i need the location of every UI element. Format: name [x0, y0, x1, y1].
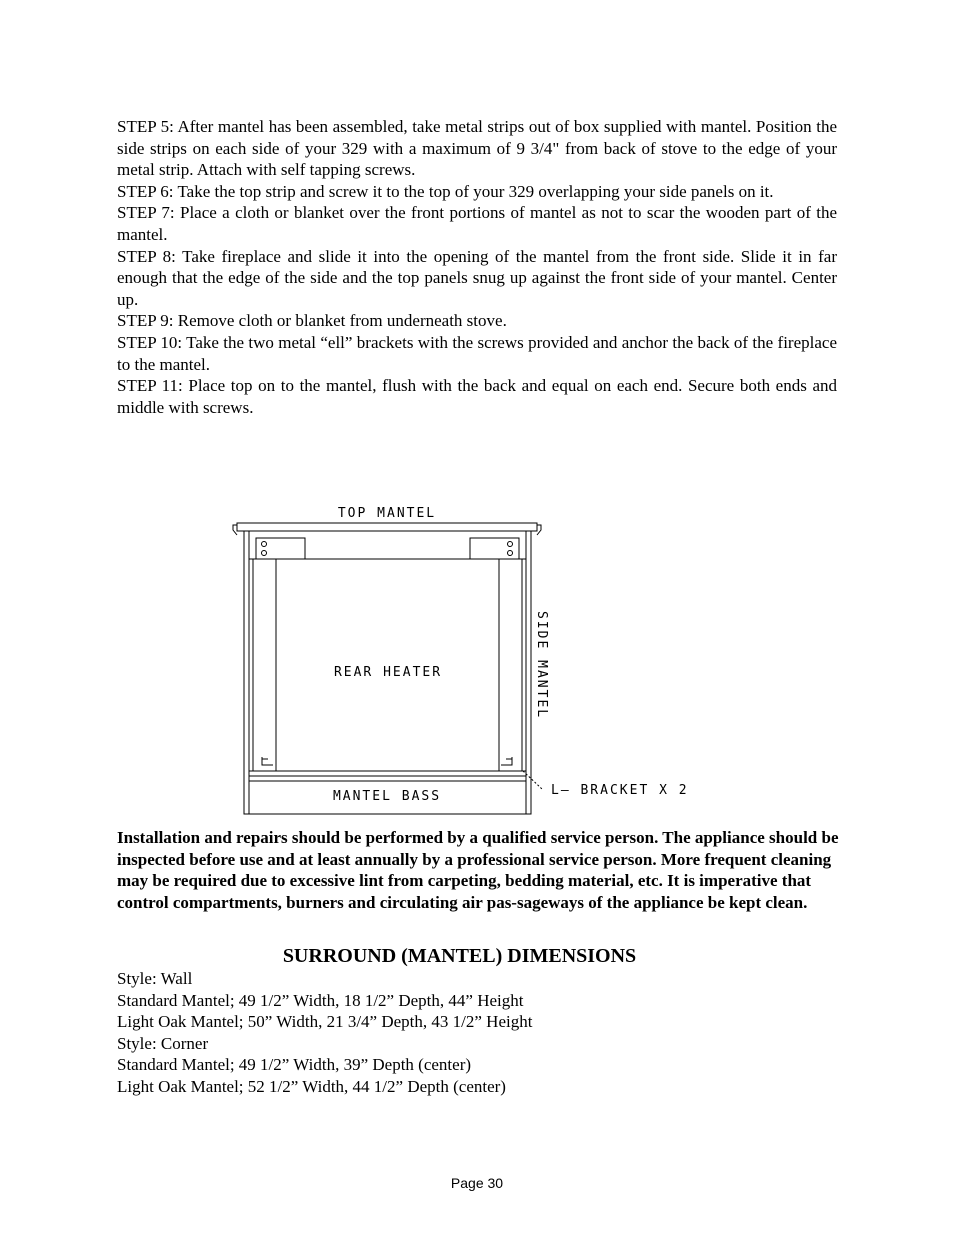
screw-hole [262, 551, 267, 556]
mantel-rear-diagram [225, 495, 725, 820]
right-corner-block [470, 538, 519, 559]
side-mantel-label: SIDE MANTEL [534, 611, 549, 720]
rear-heater-label: REAR HEATER [333, 665, 443, 680]
top-mantel-board [237, 523, 537, 531]
left-side-mantel [253, 559, 276, 771]
page-number: Page 30 [450, 1175, 504, 1191]
right-side-mantel [499, 559, 522, 771]
safety-warning: Installation and repairs should be performed by a qualified service person. The appliance should be inspected before use and at least annually by a professional service person. More frequent cleaning may be required due to excessive lint from carpeting, bedding material, etc. It is imperative that control compartments, burners and circulating air pas-sageways of the appliance be kept clean. [117, 828, 839, 912]
step-6: STEP 6: Take the top strip and screw it to the top of your 329 overlapping your side panels on it. [117, 181, 774, 201]
mantel-bass-label: MANTEL BASS [332, 789, 442, 804]
step-9: STEP 9: Remove cloth or blanket from underneath stove. [117, 311, 507, 331]
dimension-line: Style: Wall [117, 969, 193, 988]
top-mantel-left-edge [233, 525, 237, 535]
l-bracket-right [501, 757, 512, 765]
step-11: STEP 11: Place top on to the mantel, flush with the back and equal on each end. Secure both ends and middle with screws. [117, 376, 837, 417]
dimension-line: Style: Corner [117, 1033, 209, 1053]
dimensions-heading: SURROUND (MANTEL) DIMENSIONS [282, 945, 637, 967]
dimension-line: Standard Mantel; 49 1/2” Width, 39” Depth (center) [117, 1055, 472, 1075]
dimension-line: Light Oak Mantel; 52 1/2” Width, 44 1/2” Depth (center) [117, 1076, 506, 1096]
dimension-line: Standard Mantel; 49 1/2” Width, 18 1/2” Depth, 44” Height [117, 990, 524, 1010]
top-mantel-label: TOP MANTEL [337, 506, 437, 521]
step-5: STEP 5: After mantel has been assembled, take metal strips out of box supplied with mantel. Position the side strips on each side of your 329 with a maximum of 9 3/4" from back of stove to the edge of your metal strip. Attach with self tapping screws. [117, 117, 837, 180]
dimensions-list [117, 968, 837, 1098]
screw-hole [262, 542, 267, 547]
screw-hole [508, 551, 513, 556]
screw-hole [508, 542, 513, 547]
step-7: STEP 7: Place a cloth or blanket over the front portions of mantel as not to scar the wooden part of the mantel. [117, 203, 837, 244]
bracket-label: L— BRACKET X 2 [551, 783, 689, 798]
installation-steps [117, 116, 837, 418]
step-10: STEP 10: Take the two metal “ell” brackets with the screws provided and anchor the back of the fireplace to the mantel. [117, 332, 837, 374]
dimension-line: Light Oak Mantel; 50” Width, 21 3/4” Depth, 43 1/2” Height [117, 1012, 533, 1032]
l-bracket-left [262, 757, 273, 765]
step-8: STEP 8: Take fireplace and slide it into the opening of the mantel from the front side. Slide it in far enough that the edge of the side and the top panels snug up against the front side of your mantel. Center up. [117, 246, 837, 309]
top-mantel-right-edge [537, 525, 541, 535]
